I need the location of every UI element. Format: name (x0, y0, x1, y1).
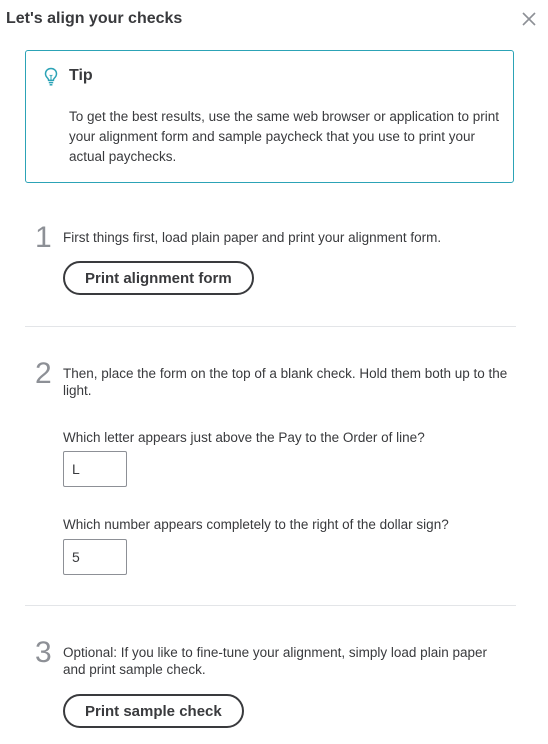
step-3-number: 3 (35, 636, 52, 669)
step-3-text: Optional: If you like to fine-tune your alignment, simply load plain paper and print sample check. (63, 645, 487, 677)
divider (25, 605, 516, 606)
step-2-text: Then, place the form on the top of a blank check. Hold them both up to the light. (63, 366, 508, 398)
lightbulb-icon (44, 67, 58, 87)
print-alignment-form-button[interactable]: Print alignment form (63, 261, 254, 295)
print-sample-check-button[interactable]: Print sample check (63, 694, 244, 728)
tip-body: To get the best results, use the same web browser or application to print your alignment form and sample paycheck that you use to print your actual paychecks. (69, 109, 499, 164)
letter-question-label: Which letter appears just above the Pay to the Order of line? (63, 430, 425, 445)
number-question-label: Which number appears completely to the right of the dollar sign? (63, 517, 449, 532)
tip-title: Tip (69, 67, 93, 84)
number-input[interactable] (63, 539, 127, 575)
tip-box (25, 50, 514, 183)
step-1-text: First things first, load plain paper and print your alignment form. (63, 230, 442, 245)
dialog-title: Let's align your checks (6, 10, 183, 27)
close-icon[interactable] (519, 9, 539, 29)
divider (25, 326, 516, 327)
step-1-number: 1 (35, 221, 52, 254)
step-2-number: 2 (35, 357, 52, 390)
letter-input[interactable] (63, 451, 127, 487)
